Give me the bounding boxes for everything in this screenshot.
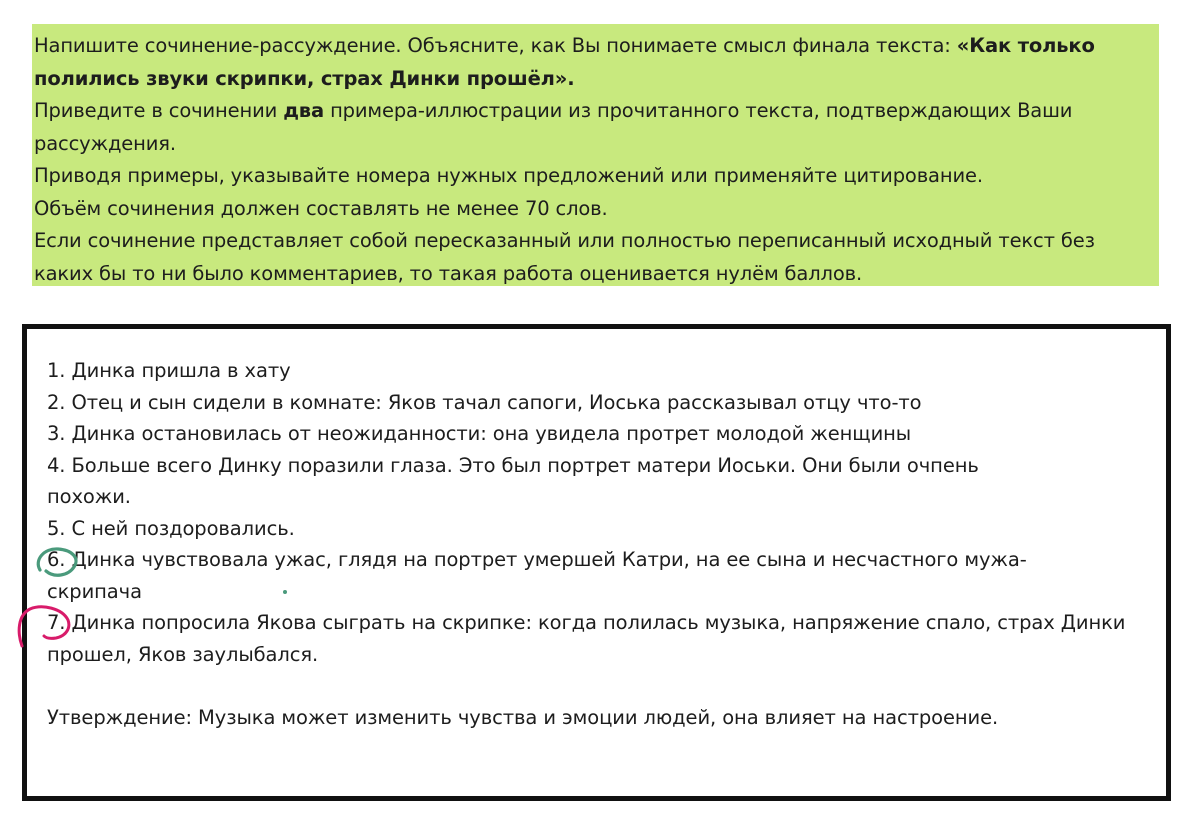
task-line-1: Напишите сочинение-рассуждение. Объясните, как Вы понимаете смысл финала текста: «Как только полились звуки скрипки, страх Динки прошёл». (34, 34, 1095, 90)
task-line-4: Объём сочинения должен составлять не менее 70 слов. (34, 196, 608, 220)
notes-box (22, 324, 1171, 801)
task-instructions (32, 24, 1159, 286)
note-item-3: 3. Динка остановилась от неожиданности: она увидела протрет молодой женщины (47, 422, 912, 445)
spacer (47, 670, 1166, 702)
task-quote: «Как только полились звуки скрипки, страх Динки прошёл». (34, 34, 1095, 90)
note-item-1: 1. Динка пришла в хату (47, 359, 291, 382)
task-emphasis: два (283, 99, 325, 122)
note-item-6: 6. Динка чувствовала ужас, глядя на портрет умершей Катри, на ее сына и несчастного мужа-скрипача (47, 548, 1027, 603)
note-item-4: 4. Больше всего Динку поразили глаза. Это был портрет матери Иоськи. Они были очпень похожи. (47, 453, 979, 508)
task-line-3: Приводя примеры, указывайте номера нужных предложений или применяйте цитирование. (34, 164, 983, 187)
task-line-5: Если сочинение представляет собой пересказанный или полностью переписанный исходный текст без каких бы то ни было комментариев, то такая работа оценивается нулём баллов. (34, 229, 1095, 285)
note-item-5: 5. С ней поздоровались. (47, 516, 295, 540)
task-line-2: Приведите в сочинении два примера-иллюстрации из прочитанного текста, подтверждающих Ваши рассуждения. (34, 99, 1073, 155)
note-item-2: 2. Отец и сын сидели в комнате: Яков тачал сапоги, Иоська рассказывал отцу что-то (47, 390, 922, 414)
statement: Утверждение: Музыка может изменить чувства и эмоции людей, она влияет на настроение. (47, 705, 999, 729)
note-item-7: 7. Динка попросила Якова сыграть на скрипке: когда полилась музыка, напряжение спало, страх Динки прошел, Яков заулыбался. (47, 611, 1126, 666)
